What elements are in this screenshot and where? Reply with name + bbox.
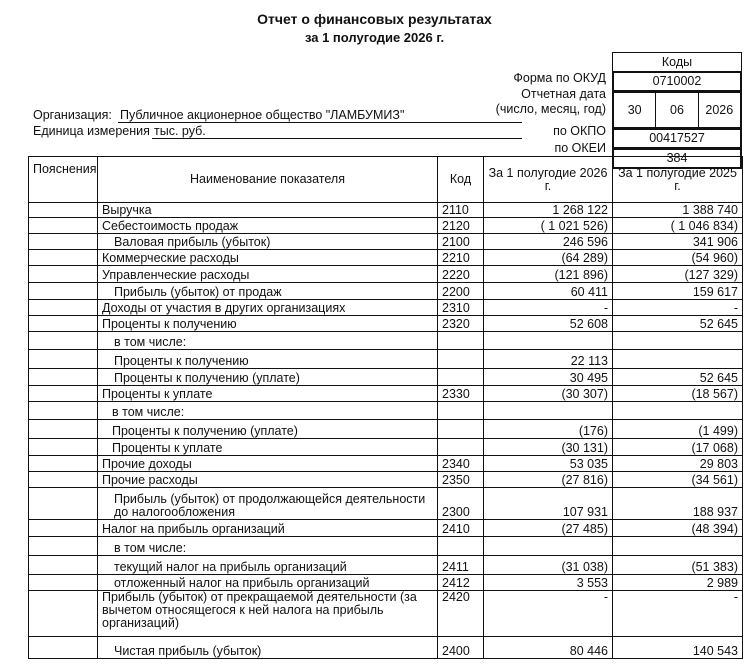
table-row xyxy=(29,520,743,537)
codes-title: Коды xyxy=(612,52,742,72)
row-previous: ( 1 046 834) xyxy=(613,218,743,234)
row-current: 107 931 xyxy=(484,488,613,520)
table-row xyxy=(29,537,743,556)
header-code: Код xyxy=(438,157,484,203)
row-previous: 188 937 xyxy=(613,488,743,520)
row-previous: (17 068) xyxy=(613,439,743,456)
row-name: отложенный налог на прибыль организаций xyxy=(98,575,438,591)
row-name: Проценты к получению xyxy=(98,350,438,369)
row-code: 2330 xyxy=(438,386,484,402)
okud-label: Форма по ОКУД xyxy=(513,71,606,85)
row-current: (31 038) xyxy=(484,556,613,575)
row-current: 53 035 xyxy=(484,456,613,472)
unit-label: Единица измерения xyxy=(33,124,150,138)
row-name: Себестоимость продаж xyxy=(98,218,438,234)
header-indicator: Наименование показателя xyxy=(98,157,438,203)
row-current: 1 268 122 xyxy=(484,203,613,218)
row-current: (27 485) xyxy=(484,520,613,537)
row-current: 22 113 xyxy=(484,350,613,369)
table-row xyxy=(29,266,743,283)
table-row xyxy=(29,332,743,350)
row-name: Управленческие расходы xyxy=(98,266,438,283)
report-period: за 1 полугодие 2026 г. xyxy=(304,30,445,45)
table-row xyxy=(29,591,743,637)
row-name: Коммерческие расходы xyxy=(98,250,438,266)
row-name: Проценты к получению (уплате) xyxy=(98,369,438,386)
row-code xyxy=(438,350,484,369)
row-name: Прибыль (убыток) от прекращаемой деятельности (за вычетом относящегося к ней налога на прибыль организаций) xyxy=(98,591,438,637)
table-row xyxy=(29,456,743,472)
row-current xyxy=(484,402,613,420)
row-current: - xyxy=(484,591,613,637)
table-row xyxy=(29,369,743,386)
row-current: 246 596 xyxy=(484,234,613,250)
row-current: 52 608 xyxy=(484,316,613,332)
row-code: 2412 xyxy=(438,575,484,591)
row-previous: 1 388 740 xyxy=(613,203,743,218)
row-previous: 140 543 xyxy=(613,637,743,659)
row-previous: (18 567) xyxy=(613,386,743,402)
row-code: 2340 xyxy=(438,456,484,472)
row-previous: (54 960) xyxy=(613,250,743,266)
row-name: в том числе: xyxy=(98,332,438,350)
row-current: 60 411 xyxy=(484,283,613,300)
row-code: 2310 xyxy=(438,300,484,316)
row-code: 2300 xyxy=(438,488,484,520)
table-row xyxy=(29,350,743,369)
okei-label: по ОКЕИ xyxy=(554,141,606,155)
row-code xyxy=(438,420,484,439)
row-code: 2110 xyxy=(438,203,484,218)
row-previous: - xyxy=(613,591,743,637)
report-date xyxy=(612,92,742,129)
row-code: 2210 xyxy=(438,250,484,266)
table-row xyxy=(29,575,743,591)
date-label-2: (число, месяц, год) xyxy=(495,102,606,116)
table-row xyxy=(29,402,743,420)
row-current xyxy=(484,537,613,556)
row-code: 2120 xyxy=(438,218,484,234)
financial-results-table xyxy=(28,156,743,659)
okpo-label: по ОКПО xyxy=(553,124,606,138)
row-code: 2420 xyxy=(438,591,484,637)
table-row xyxy=(29,637,743,659)
row-previous: (34 561) xyxy=(613,472,743,488)
row-previous: (51 383) xyxy=(613,556,743,575)
row-code: 2350 xyxy=(438,472,484,488)
row-name: Доходы от участия в других организациях xyxy=(98,300,438,316)
row-code: 2220 xyxy=(438,266,484,283)
table-row xyxy=(29,300,743,316)
row-code xyxy=(438,369,484,386)
row-name: Налог на прибыль организаций xyxy=(98,520,438,537)
unit-value: тыс. руб. xyxy=(152,124,522,139)
row-name: Чистая прибыль (убыток) xyxy=(98,637,438,659)
row-name: Выручка xyxy=(98,203,438,218)
header-previous-period: За 1 полугодие 2025 г. xyxy=(613,157,743,203)
header-explanations: Пояснения xyxy=(29,157,98,203)
row-code xyxy=(438,402,484,420)
table-row xyxy=(29,472,743,488)
row-code: 2320 xyxy=(438,316,484,332)
table-row xyxy=(29,250,743,266)
row-code xyxy=(438,439,484,456)
row-current: 3 553 xyxy=(484,575,613,591)
report-day: 30 xyxy=(614,93,656,127)
row-name: Проценты к уплате xyxy=(98,439,438,456)
row-name: Проценты к уплате xyxy=(98,386,438,402)
row-name: в том числе: xyxy=(98,402,438,420)
row-current: (176) xyxy=(484,420,613,439)
row-previous: 52 645 xyxy=(613,316,743,332)
header-current-period: За 1 полугодие 2026 г. xyxy=(484,157,613,203)
row-code xyxy=(438,332,484,350)
row-previous xyxy=(613,402,743,420)
row-current: ( 1 021 526) xyxy=(484,218,613,234)
row-name: Прочие доходы xyxy=(98,456,438,472)
row-name: текущий налог на прибыль организаций xyxy=(98,556,438,575)
table-row xyxy=(29,234,743,250)
row-previous: 159 617 xyxy=(613,283,743,300)
row-code: 2200 xyxy=(438,283,484,300)
table-row xyxy=(29,283,743,300)
row-previous: 2 989 xyxy=(613,575,743,591)
row-code: 2400 xyxy=(438,637,484,659)
row-code xyxy=(438,537,484,556)
table-row xyxy=(29,420,743,439)
row-current xyxy=(484,332,613,350)
table-row xyxy=(29,218,743,234)
row-current: - xyxy=(484,300,613,316)
table-row xyxy=(29,316,743,332)
row-code: 2100 xyxy=(438,234,484,250)
row-previous: 341 906 xyxy=(613,234,743,250)
table-row xyxy=(29,556,743,575)
row-previous: (48 394) xyxy=(613,520,743,537)
row-current: (30 131) xyxy=(484,439,613,456)
org-name: Публичное акционерное общество "ЛАМБУМИЗ" xyxy=(118,108,522,123)
row-name: в том числе: xyxy=(98,537,438,556)
row-name: Проценты к получению xyxy=(98,316,438,332)
row-code: 2411 xyxy=(438,556,484,575)
row-previous xyxy=(613,350,743,369)
table-row xyxy=(29,439,743,456)
row-current: 80 446 xyxy=(484,637,613,659)
org-label: Организация: xyxy=(33,108,112,122)
table-row xyxy=(29,488,743,520)
row-previous xyxy=(613,332,743,350)
codes-box xyxy=(612,52,742,169)
okei-code: 384 xyxy=(612,149,742,169)
row-previous: - xyxy=(613,300,743,316)
row-previous: 29 803 xyxy=(613,456,743,472)
row-current: (27 816) xyxy=(484,472,613,488)
row-current: (64 289) xyxy=(484,250,613,266)
row-current: (121 896) xyxy=(484,266,613,283)
row-name: Валовая прибыль (убыток) xyxy=(98,234,438,250)
row-current: (30 307) xyxy=(484,386,613,402)
row-name: Проценты к получению (уплате) xyxy=(98,420,438,439)
row-previous: (127 329) xyxy=(613,266,743,283)
table-row xyxy=(29,386,743,402)
table-row xyxy=(29,203,743,218)
row-name: Прочие расходы xyxy=(98,472,438,488)
row-previous xyxy=(613,537,743,556)
row-name: Прибыль (убыток) от продаж xyxy=(98,283,438,300)
row-name: Прибыль (убыток) от продолжающейся деятельности до налогообложения xyxy=(98,488,438,520)
date-label-1: Отчетная дата xyxy=(521,87,606,101)
okpo-code: 00417527 xyxy=(612,129,742,149)
row-current: 30 495 xyxy=(484,369,613,386)
row-previous: (1 499) xyxy=(613,420,743,439)
report-year: 2026 xyxy=(705,103,734,117)
report-title: Отчет о финансовых результатах xyxy=(257,11,492,27)
row-previous: 52 645 xyxy=(613,369,743,386)
row-code: 2410 xyxy=(438,520,484,537)
okud-code: 0710002 xyxy=(612,72,742,92)
report-month: 06 xyxy=(656,93,698,127)
